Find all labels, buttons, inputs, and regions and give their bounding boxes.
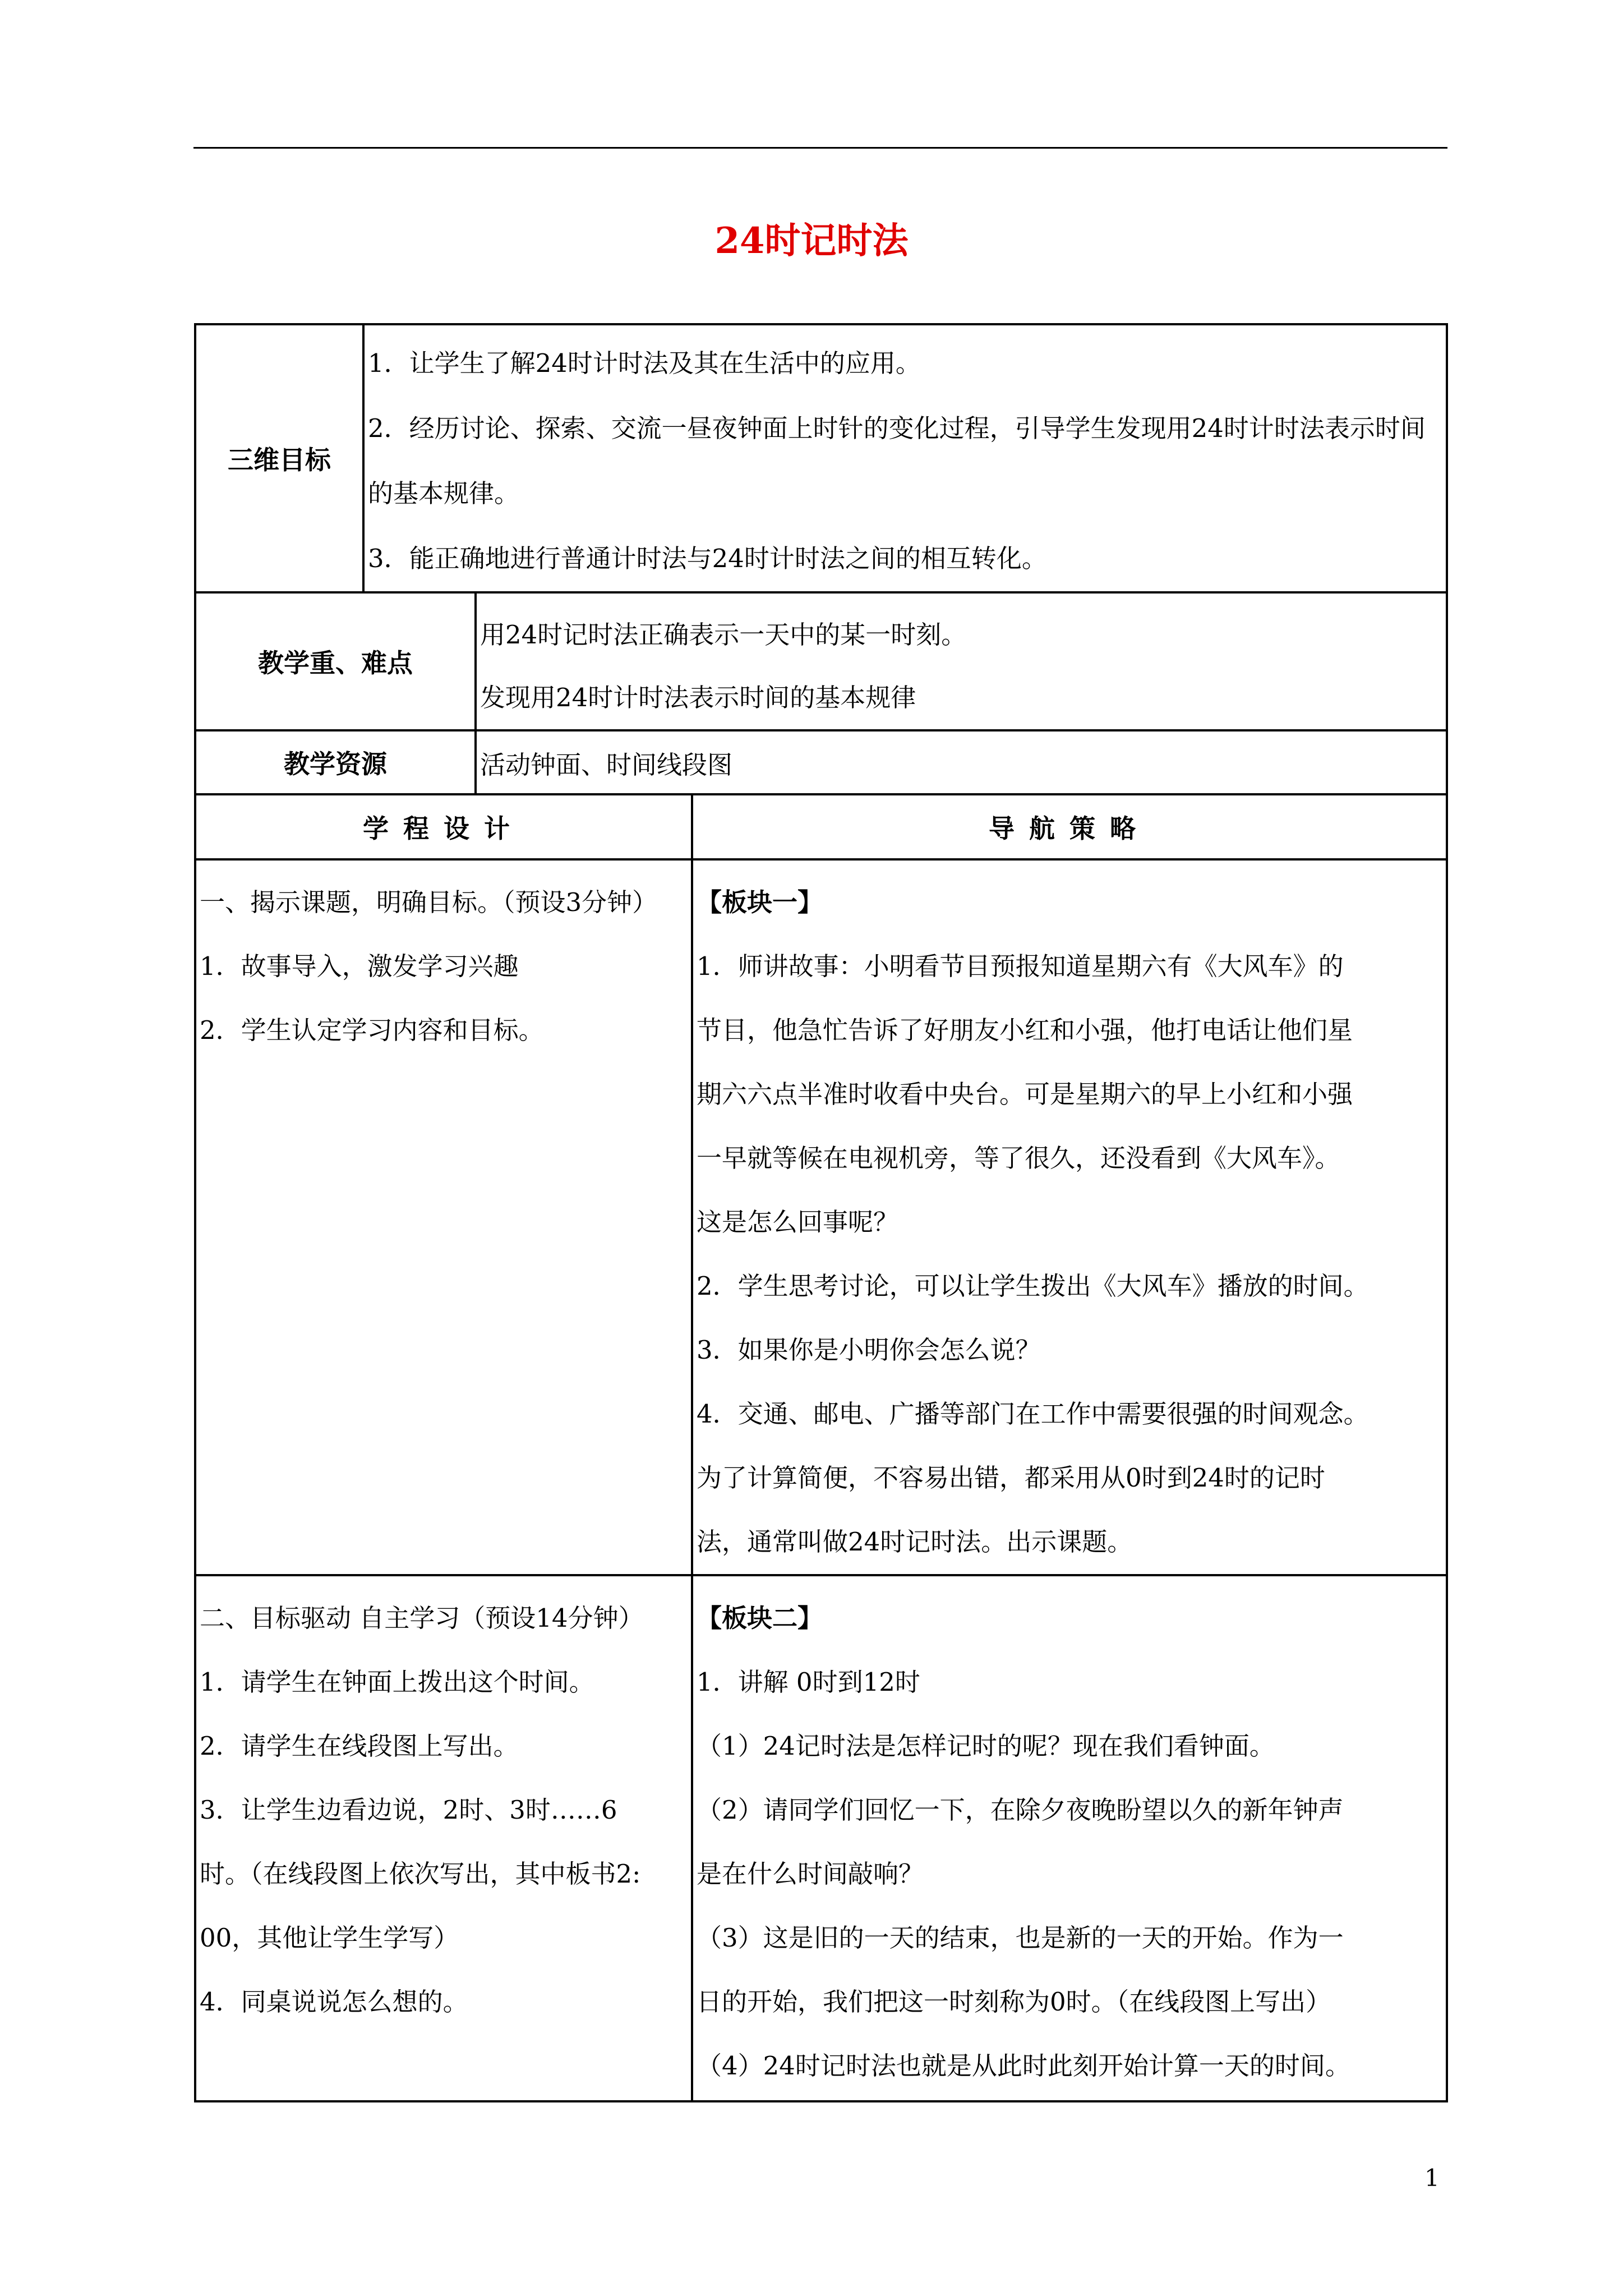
resources-value: 活动钟面、时间线段图 bbox=[480, 749, 733, 780]
column-header-left: 学程设计 bbox=[195, 794, 692, 859]
strategy-line: 日的开始，我们把这一时刻称为0时。（在线段图上写出） bbox=[697, 1987, 1331, 2017]
resources-label: 教学资源 bbox=[195, 730, 476, 794]
strategy-line: 是在什么时间敲响？ bbox=[697, 1859, 924, 1889]
strategy-line: 1．讲解 0时到12时 bbox=[697, 1667, 920, 1697]
step-line: 3．让学生边看边说，2时、3时……6 bbox=[200, 1795, 617, 1825]
strategy-line: 3．如果你是小明你会怎么说？ bbox=[697, 1335, 1041, 1365]
goal-item: 1．让学生了解24时计时法及其在生活中的应用。 bbox=[368, 348, 921, 378]
lesson-plan-table bbox=[194, 323, 1448, 2102]
column-header-right: 导航策略 bbox=[692, 794, 1447, 859]
column-header-row bbox=[195, 794, 1447, 859]
strategy-line: （2）请同学们回忆一下，在除夕夜晚盼望以久的新年钟声 bbox=[697, 1795, 1344, 1825]
strategy-line: 期六六点半准时收看中央台。可是星期六的早上小红和小强 bbox=[697, 1079, 1353, 1109]
strategy-line: 这是怎么回事呢？ bbox=[697, 1207, 899, 1237]
strategy-line: 1．师讲故事：小明看节目预报知道星期六有《大风车》的 bbox=[697, 951, 1344, 981]
strategy-line: 4．交通、邮电、广播等部门在工作中需要很强的时间观念。 bbox=[697, 1399, 1369, 1429]
goals-content bbox=[363, 324, 1447, 592]
page-number: 1 bbox=[1424, 2164, 1440, 2192]
strategy-line: （1）24记时法是怎样记时的呢？现在我们看钟面。 bbox=[697, 1731, 1275, 1761]
section2-right bbox=[692, 1575, 1447, 2101]
key-point-item: 发现用24时计时法表示时间的基本规律 bbox=[480, 683, 916, 712]
section2-left bbox=[195, 1575, 692, 2101]
step-line: 1．请学生在钟面上拨出这个时间。 bbox=[200, 1667, 594, 1697]
goals-row bbox=[195, 324, 1447, 592]
resources-content bbox=[476, 730, 1447, 794]
section1-row bbox=[195, 859, 1447, 1575]
key-points-row bbox=[195, 592, 1447, 730]
section2-row bbox=[195, 1575, 1447, 2101]
strategy-line: 节目，他急忙告诉了好朋友小红和小强，他打电话让他们星 bbox=[697, 1015, 1353, 1045]
step-line: 2．请学生在线段图上写出。 bbox=[200, 1731, 519, 1761]
block-title: 【板块一】 bbox=[697, 887, 823, 917]
step-line: 二、目标驱动 自主学习（预设14分钟） bbox=[200, 1603, 644, 1633]
section1-right bbox=[692, 859, 1447, 1575]
step-line: 一、揭示课题，明确目标。（预设3分钟） bbox=[200, 887, 658, 917]
goal-item: 2．经历讨论、探索、交流一昼夜钟面上时针的变化过程，引导学生发现用24时计时法表示时间的基本规律。 bbox=[368, 413, 1426, 508]
header-rule bbox=[193, 147, 1447, 149]
page-title: 24时记时法 bbox=[714, 220, 909, 262]
strategy-line: （4）24时记时法也就是从此时此刻开始计算一天的时间。 bbox=[697, 2051, 1350, 2081]
goals-label: 三维目标 bbox=[195, 324, 363, 592]
step-line: 4．同桌说说怎么想的。 bbox=[200, 1987, 468, 2017]
block-title: 【板块二】 bbox=[697, 1603, 823, 1633]
strategy-line: 一早就等候在电视机旁，等了很久，还没看到《大风车》。 bbox=[697, 1143, 1340, 1173]
step-line: 2．学生认定学习内容和目标。 bbox=[200, 1015, 544, 1045]
key-points-content bbox=[476, 592, 1447, 730]
section1-left bbox=[195, 859, 692, 1575]
step-line: 时。（在线段图上依次写出，其中板书2: bbox=[200, 1859, 641, 1889]
strategy-line: 2．学生思考讨论，可以让学生拨出《大风车》播放的时间。 bbox=[697, 1271, 1369, 1301]
goal-item: 3．能正确地进行普通计时法与24时计时法之间的相互转化。 bbox=[368, 544, 1047, 573]
resources-row bbox=[195, 730, 1447, 794]
step-line: 00，其他让学生学写） bbox=[200, 1923, 459, 1953]
strategy-line: 为了计算简便，不容易出错，都采用从0时到24时的记时 bbox=[697, 1463, 1325, 1493]
key-points-label: 教学重、难点 bbox=[195, 592, 476, 730]
strategy-line: 法，通常叫做24时记时法。出示课题。 bbox=[697, 1527, 1133, 1557]
step-line: 1．故事导入，激发学习兴趣 bbox=[200, 951, 519, 981]
strategy-line: （3）这是旧的一天的结束，也是新的一天的开始。作为一 bbox=[697, 1923, 1344, 1953]
key-point-item: 用24时记时法正确表示一天中的某一时刻。 bbox=[480, 620, 967, 650]
